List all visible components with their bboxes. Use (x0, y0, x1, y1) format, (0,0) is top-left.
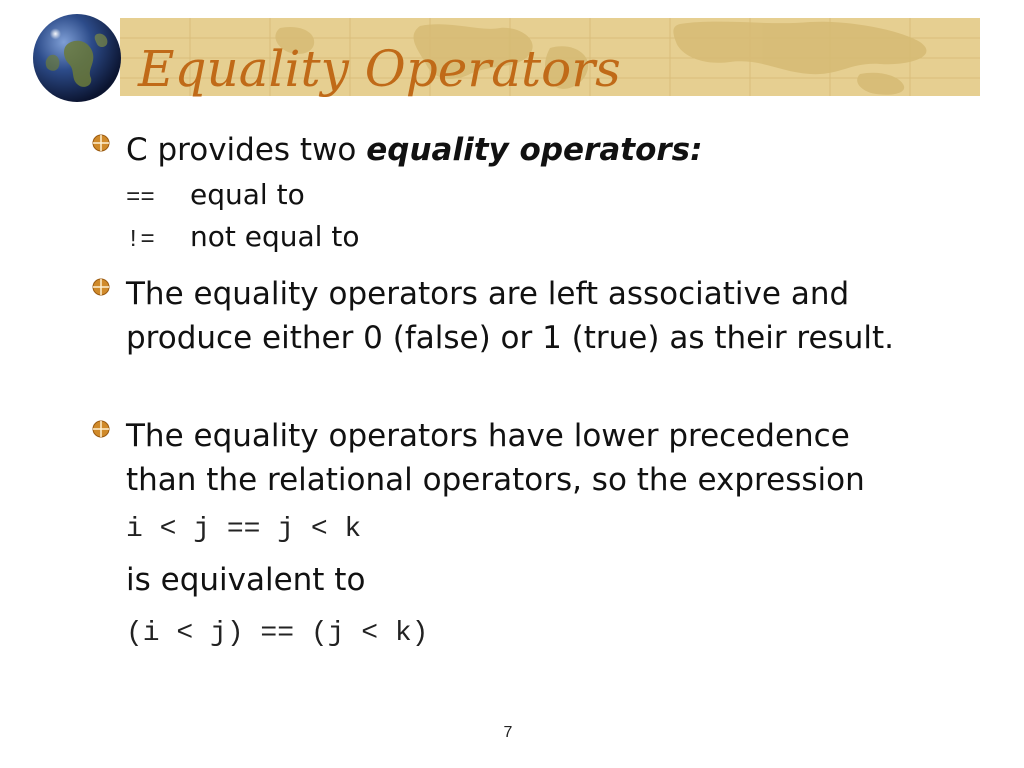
bullet-icon (90, 418, 112, 440)
equivalence-text: is equivalent to (126, 562, 366, 598)
operator-symbol: != (126, 227, 155, 254)
operator-row (126, 220, 359, 254)
bullet-text-plain: C provides two (126, 132, 367, 168)
code-example: i < j == j < k (126, 514, 362, 545)
bullet-icon (90, 132, 112, 154)
bullet-text (126, 128, 703, 172)
operator-description: not equal to (190, 220, 360, 253)
operator-row (126, 178, 305, 212)
operator-symbol: == (126, 185, 155, 212)
slide-title: Equality Operators (138, 40, 621, 98)
bullet-text: The equality operators have lower precedence than the relational operators, so the expression (126, 418, 865, 498)
bullet-icon (90, 276, 112, 298)
operator-description: equal to (190, 178, 305, 211)
bullet-text-emphasis: equality operators: (366, 132, 703, 168)
code-example: (i < j) == (j < k) (126, 618, 429, 649)
page-number: 7 (503, 724, 513, 741)
bullet-text: The equality operators are left associative and produce either 0 (false) or 1 (true) as their result. (126, 276, 894, 356)
